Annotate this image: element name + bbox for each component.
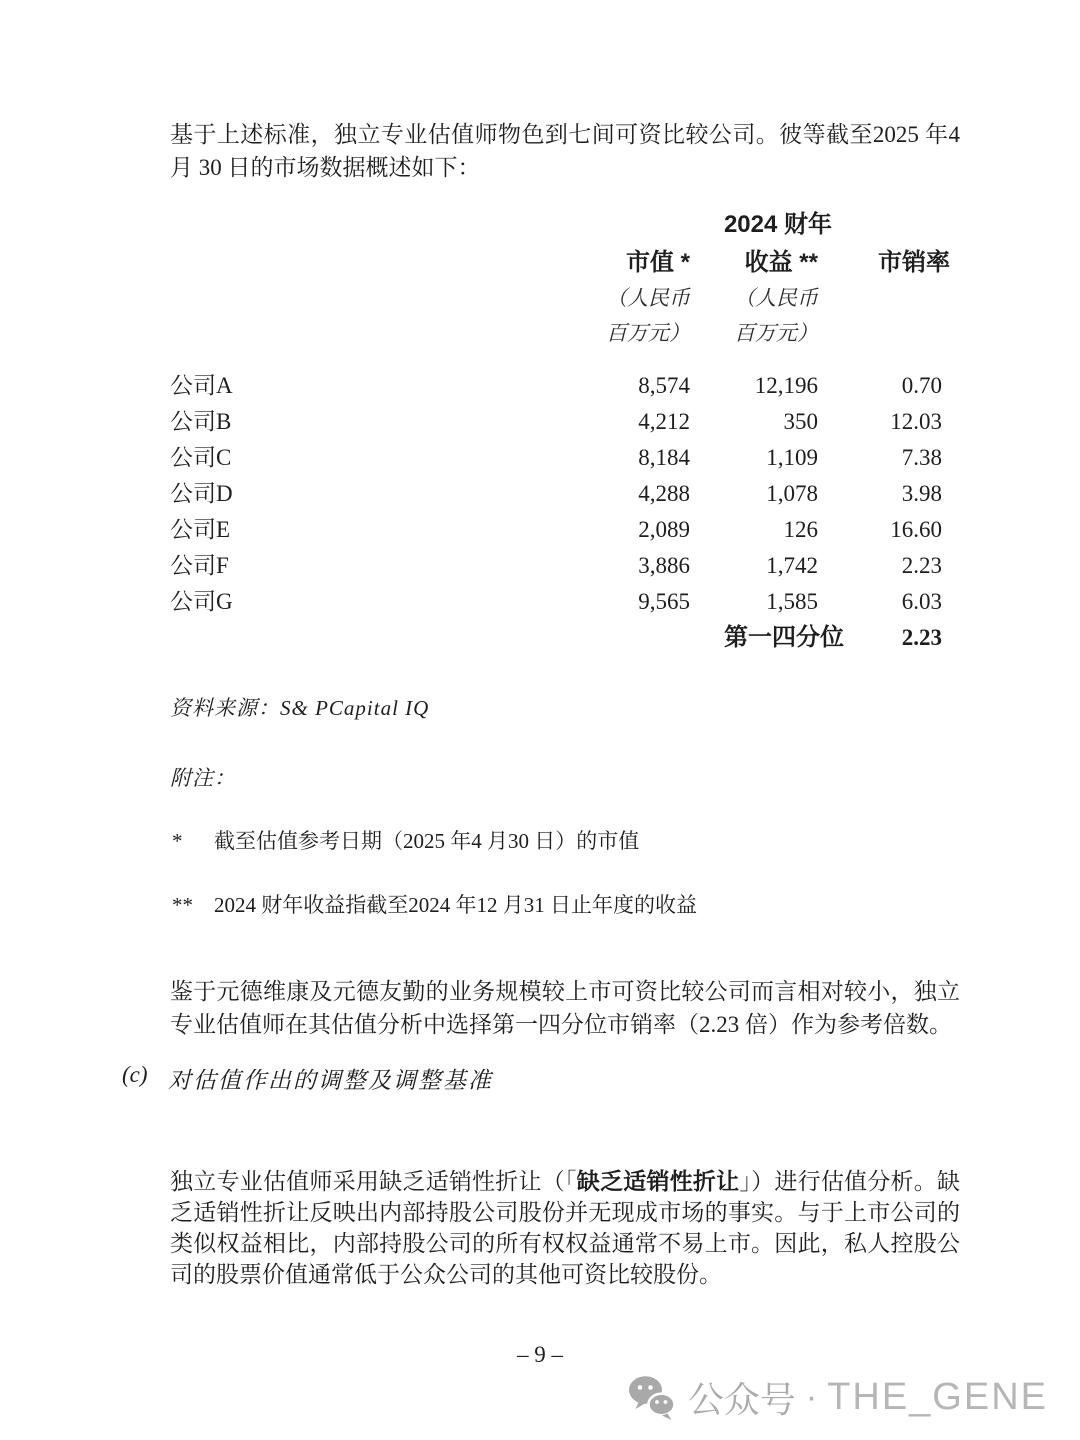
unit-label: （人民币 [734,286,818,310]
revenue-value: 1,078 [766,481,818,506]
note-1 [172,828,639,854]
ps-ratio-value: 12.03 [890,409,942,434]
column-header-market-cap: 市值 * [625,249,690,276]
section-c-marker: (c) [122,1062,148,1087]
revenue-value: 1,742 [766,553,818,578]
column-header-ps-ratio: 市销率 [878,249,950,276]
note-1-text: 截至估值参考日期（2025 年4 月30 日）的市值 [214,829,640,853]
company-name: 公司F [170,553,229,578]
ps-ratio-value: 7.38 [901,445,942,470]
unit-label: （人民币 [606,286,690,310]
source-label: 资料来源： [170,696,280,720]
notes-heading: 附注： [170,766,236,790]
market-cap-value: 8,574 [638,373,690,398]
revenue-value: 350 [783,409,818,434]
revenue-value: 12,196 [754,373,818,398]
market-cap-value: 4,212 [638,409,690,434]
company-name: 公司D [170,481,233,506]
unit-label: 百万元） [734,321,818,345]
wechat-watermark [628,1372,1048,1423]
note-2-marker: ** [172,893,193,917]
para-3-post: 」）进行估值分析。缺乏适销性折让反映出内部持股公司股份并无现成市场的事实。与于上市公司的类似权益相比，内部持股公司的所有权权益通常不易上市。因此，私人控股公司的股票价值通常低于公众公司的其他可资比较股份。 [170,1169,961,1287]
watermark-separator: · [805,1378,818,1416]
market-cap-value: 9,565 [638,589,690,614]
table-unit-row-1 [170,281,942,316]
table-row [170,440,942,476]
section-c-heading [122,1062,493,1095]
table-row [170,368,942,404]
ps-ratio-value: 3.98 [901,481,942,506]
body-paragraph-3 [170,1166,960,1290]
table-row [170,476,942,512]
ps-ratio-value: 16.60 [890,517,942,542]
table-header-row [170,244,950,281]
table-row [170,404,942,440]
table-row [170,512,942,548]
table-row [170,548,942,584]
market-cap-value: 4,288 [638,481,690,506]
table-body [170,368,942,620]
ps-ratio-value: 0.70 [901,373,942,398]
source-line [170,692,429,722]
revenue-value: 1,585 [766,589,818,614]
revenue-value: 1,109 [766,445,818,470]
first-quartile-value: 2.23 [901,625,942,650]
section-c-title: 对估值作出的调整及调整基准 [168,1068,493,1093]
note-1-marker: * [172,829,183,853]
page-number: – 9 – [517,1342,563,1367]
watermark-label: 公众号 [687,1379,796,1420]
comparables-table [170,206,950,656]
market-cap-value: 8,184 [638,445,690,470]
table-summary-row [170,620,942,656]
para-3-bold-term: 缺乏适销性折让 [576,1168,740,1194]
body-paragraph-2: 鉴于元德维康及元德友勤的业务规模较上市可资比较公司而言相对较小，独立专业估值师在其估值分析中选择第一四分位市销率（2.23 倍）作为参考倍数。 [170,979,960,1037]
table-unit-row-2 [170,316,942,351]
note-2-text: 2024 财年收益指截至2024 年12 月31 日止年度的收益 [214,893,697,917]
intro-paragraph: 基于上述标准，独立专业估值师物色到七间可资比较公司。彼等截至2025 年4月 30 日的市场数据概述如下： [170,122,960,180]
market-cap-value: 3,886 [638,553,690,578]
table-group-header-row [170,206,942,244]
watermark-handle: THE_GENE [827,1376,1048,1418]
company-name: 公司B [170,409,232,434]
table-row [170,584,942,620]
market-cap-value: 2,089 [638,517,690,542]
ps-ratio-value: 2.23 [901,553,942,578]
source-value: S& PCapital IQ [280,696,430,720]
fiscal-year-group-header: 2024 财年 [723,211,832,238]
note-2 [172,892,697,918]
company-name: 公司A [170,373,233,398]
para-3-pre: 独立专业估值师采用缺乏适销性折让（「 [170,1169,577,1194]
company-name: 公司G [170,589,233,614]
unit-label: 百万元） [606,321,690,345]
company-name: 公司E [170,517,231,542]
revenue-value: 126 [783,517,818,542]
wechat-icon [628,1375,676,1421]
ps-ratio-value: 6.03 [901,589,942,614]
company-name: 公司C [170,445,232,470]
column-header-revenue: 收益 ** [744,249,818,276]
first-quartile-label: 第一四分位 [724,624,844,651]
